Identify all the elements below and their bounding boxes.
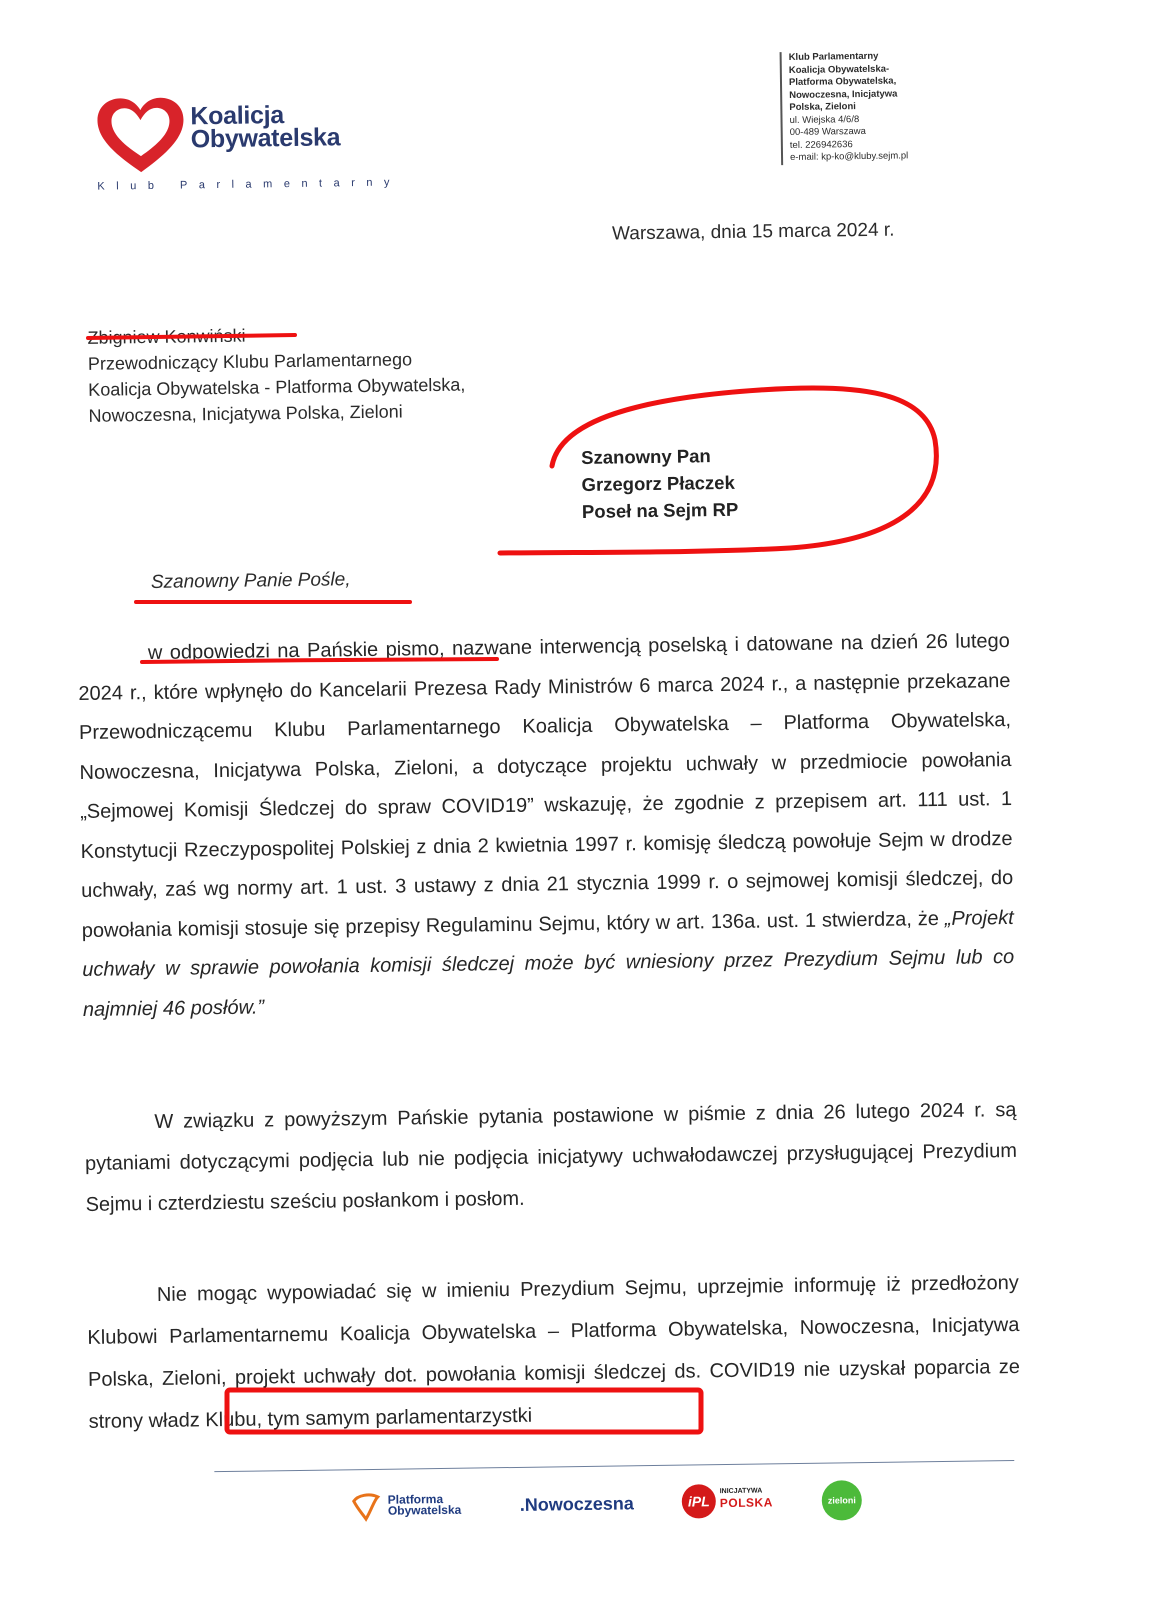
sender-role: Przewodniczący Klubu Parlamentarnego xyxy=(87,349,413,374)
address-line: Platforma Obywatelska, xyxy=(788,75,897,89)
sender-name: Zbigniew Konwiński xyxy=(87,325,246,348)
address-line: Nowoczesna, Inicjatywa xyxy=(789,88,898,101)
recipient-name: Grzegorz Płaczek xyxy=(581,471,735,495)
po-line1: Platforma xyxy=(387,1491,444,1507)
greeting: Szanowny Panie Pośle, xyxy=(150,569,351,593)
recipient-line: Szanowny Pan xyxy=(581,445,711,468)
address-street: ul. Wiejska 4/6/8 xyxy=(789,113,860,126)
paragraph-1-text: w odpowiedzi na Pańskie pismo, nazwane interwencją poselską i datowane na dzień 26 lutego 2024 r., które wpłynęło do Kancelarii Prezesa Rady Ministrów 6 marca 2024 r., a następnie przekazane Przewodniczącemu Klubu Parlamentarnego Koalicja Obywatelska – Platforma Obywatelska, Nowoczesna, Inicjatywa Polska, Zieloni, a dotyczące projektu uchwały w przedmiocie powołania „Sejmowej Komisji Śledczej do spraw COVID19” wskazuję, że zgodnie z przepisem art. 111 ust. 1 Konstytucji Rzeczypospolitej Polskiej z dnia 2 kwietnia 1997 r. komisję śledczą powołuje Sejm w drodze uchwały, zaś wg normy art. 1 ust. 3 ustawy z dnia 21 stycznia 1999 r. o sejmowej komisji śledczej, do powołania komisji stosuje się przepisy Regulaminu Sejmu, który w art. 136a. ust. 1 stwierdza, że xyxy=(78,629,1014,942)
sender-block xyxy=(87,320,466,429)
logo-subtitle: Klub Parlamentarny xyxy=(97,176,402,193)
recipient-block xyxy=(581,442,738,525)
letterhead-logo xyxy=(94,93,402,207)
address-phone: tel. 226942636 xyxy=(789,138,853,151)
logo-line1: Koalicja xyxy=(190,101,285,131)
address-line: Polska, Zieloni xyxy=(789,101,856,114)
ipl-badge: iPL xyxy=(682,1484,716,1518)
regulation-quote: „Projekt uchwały w sprawie powołania komisji śledczej może być wniesiony przez Prezydium Sejmu lub co najmniej 46 posłów.” xyxy=(82,906,1015,1021)
po-line2: Obywatelska xyxy=(387,1502,462,1518)
po-emblem-icon xyxy=(350,1491,382,1523)
address-email: e-mail: kp-ko@kluby.sejm.pl xyxy=(789,150,909,164)
logo-line2: Obywatelska xyxy=(190,123,341,154)
address-line: Koalicja Obywatelska- xyxy=(788,63,890,76)
ipl-small-text: INICJATYWA xyxy=(719,1487,763,1496)
zieloni-logo: zieloni xyxy=(822,1480,863,1521)
sender-role: Koalicja Obywatelska - Platforma Obywatelska, xyxy=(88,374,466,400)
footer-logos xyxy=(350,1480,871,1533)
address-line: Klub Parlamentarny xyxy=(788,50,879,64)
paragraph-1 xyxy=(78,622,1015,1030)
sender-role: Nowoczesna, Inicjatywa Polska, Zieloni xyxy=(88,401,403,426)
address-block xyxy=(780,49,981,164)
heart-icon xyxy=(94,95,187,176)
footer-divider xyxy=(214,1460,1014,1472)
recipient-title: Poseł na Sejm RP xyxy=(581,498,739,522)
date-line: Warszawa, dnia 15 marca 2024 r. xyxy=(611,219,895,245)
logo-wordmark xyxy=(190,101,341,154)
paragraph-3: Nie mogąc wypowiadać się w imieniu Prezydium Sejmu, uprzejmie informuję iż przedłożony Klubowi Parlamentarnemu Koalicja Obywatelska – Platforma Obywatelska, Nowoczesna, Inicjatywa Polska, Zieloni, projekt uchwały dot. powołania komisji śledczej ds. COVID19 nie uzyskał poparcia ze strony władz Klubu, tym samym parlamentarzystki xyxy=(87,1271,1021,1433)
paragraph-2: W związku z powyższym Pańskie pytania postawione w piśmie z dnia 26 lutego 2024 r. są pytaniami dotyczącymi podjęcia lub nie podjęcia inicjatywy uchwałodawczej przysługującej Prezydium Sejmu i czterdziestu sześciu posłankom i posłom. xyxy=(84,1098,1018,1216)
address-city: 00-489 Warszawa xyxy=(789,125,866,139)
ipl-big-text: POLSKA xyxy=(719,1495,773,1511)
nowoczesna-logo: .Nowoczesna xyxy=(519,1493,634,1515)
